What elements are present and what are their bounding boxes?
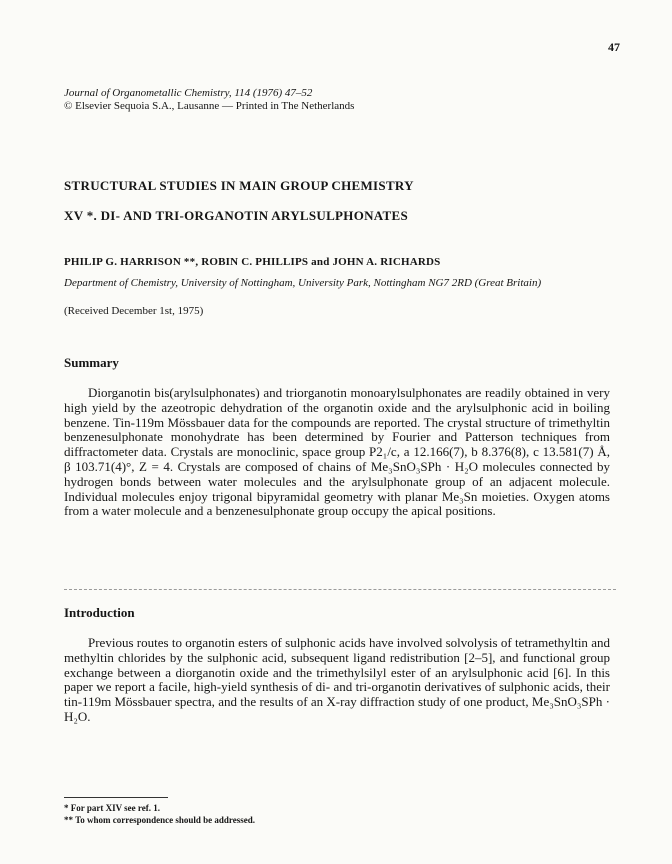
article-title: STRUCTURAL STUDIES IN MAIN GROUP CHEMISTRY: [64, 178, 414, 193]
summary-heading: Summary: [64, 355, 119, 370]
journal-citation: [64, 87, 354, 113]
section-divider: [64, 589, 616, 590]
journal-line: Journal of Organometallic Chemistry, 114 (1976) 47–52: [64, 87, 313, 99]
page-number: 47: [608, 40, 620, 54]
introduction-heading: Introduction: [64, 605, 135, 620]
article-subtitle: XV *. DI- AND TRI-ORGANOTIN ARYLSULPHONATES: [64, 208, 408, 223]
summary-text: Diorganotin bis(arylsulphonates) and triorganotin monoarylsulphonates are readily obtained in very high yield by the azeotropic dehydration of the organotin oxide and the arylsulphonic acid in boiling benzene. Tin-119m Mössbauer data for the compounds are reported. The crystal structure of trimethyltin benzenesulphonate monohydrate has been determined by Fourier and Patterson techniques from diffractometer data. Crystals are monoclinic, space group P2₁/c, a 12.166(7), b 8.376(8), c 13.581(7) Å, β 103.71(4)°, Z = 4. Crystals are composed of chains of Me₃SnO₃SPh · H₂O molecules connected by hydrogen bonds between water molecules and the arylsulphonate group of an adjacent molecule. Individual molecules enjoy trigonal bipyramidal geometry with planar Me₃Sn moieties. Oxygen atoms from a water molecule and a benzenesulphonate group occupy the apical positions.: [64, 385, 610, 519]
affiliation: Department of Chemistry, University of Nottingham, University Park, Nottingham NG7 2RD (Great Britain): [64, 277, 542, 289]
copyright-line: © Elsevier Sequoia S.A., Lausanne — Printed in The Netherlands: [64, 100, 355, 112]
received-date: (Received December 1st, 1975): [64, 305, 204, 317]
footnote-1: * For part XIV see ref. 1.: [64, 803, 160, 813]
footnote-2: ** To whom correspondence should be addressed.: [64, 815, 255, 825]
footnote-rule: [64, 797, 168, 798]
author-list: PHILIP G. HARRISON **, ROBIN C. PHILLIPS and JOHN A. RICHARDS: [64, 256, 441, 268]
introduction-text: Previous routes to organotin esters of sulphonic acids have involved solvolysis of tetramethyltin and methyltin chlorides by the sulphonic acid, subsequent ligand redistribution [2–5], and functional group exchange between a diorganotin oxide and the trimethylsilyl ester of an arylsulphonic acid [6]. In this paper we report a facile, high-yield synthesis of di- and tri-organotin derivatives of sulphonic acids, their tin-119m Mössbauer spectra, and the results of an X-ray diffraction study of one product, Me₃SnO₃SPh · H₂O.: [64, 635, 610, 724]
